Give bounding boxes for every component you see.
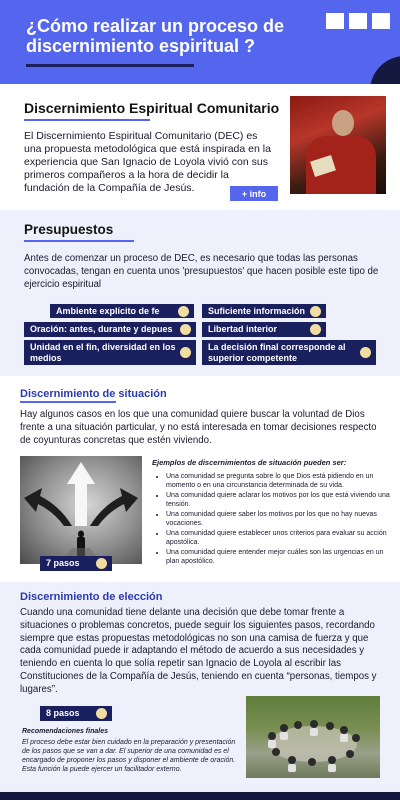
section-body: Hay algunos casos en los que una comunidad quiere buscar la voluntad de Dios frente a una situación particular, y no está interesada en tomar decisiones respecto de coyunturas concretas que estén viviendo.	[20, 409, 377, 446]
steps-badge[interactable]	[40, 706, 112, 721]
dot-icon	[360, 347, 371, 358]
recommendations-heading: Recomendaciones finales	[22, 728, 108, 735]
section-comunitario	[0, 84, 400, 210]
section-body: Antes de comenzar un proceso de DEC, es necesario que todas las personas convocadas, tengan en cuenta unos 'presupuestos' que hacen posible este tipo de ejercicio espiritual	[24, 253, 379, 290]
dot-icon	[310, 306, 321, 317]
section-heading: Discernimiento de situación	[20, 388, 167, 400]
list-item: • Una comunidad quiere establecer unos criterios para evaluar su acción apostólica.	[166, 529, 398, 547]
square-icon	[326, 13, 344, 29]
portrait-face	[332, 110, 354, 136]
section-heading: Presupuestos	[24, 222, 114, 237]
section-situacion	[0, 376, 400, 582]
heading-underline	[24, 240, 134, 242]
arrows-illustration	[20, 456, 142, 564]
presupuesto-pill	[202, 340, 376, 365]
square-icon	[372, 13, 390, 29]
examples-list	[152, 472, 398, 567]
list-item: • Una comunidad quiere aclarar los motivos por los que está viviendo una tensión.	[166, 491, 398, 509]
section-heading: Discernimiento Espiritual Comunitario	[24, 100, 280, 116]
steps-label: 8 pasos	[46, 708, 80, 718]
steps-label: 7 pasos	[46, 558, 80, 568]
presupuesto-pill	[24, 340, 196, 365]
presupuesto-label: Oración: antes, durante y depues	[30, 324, 173, 334]
section-body: El Discernimiento Espiritual Comunitario (DEC) es una propuesta metodológica que está inspirada en la experiencia que San Ignacio de Loyola vivió con sus primeros compañeros a la hora de decidir la fundación de la Compañía de Jesús.	[24, 130, 271, 194]
section-body: Cuando una comunidad tiene delante una decisión que debe tomar frente a situaciones o problemas concretos, puede seguir los siguientes pasos, recordando siempre que estas propuestas metodológicas no son una camisa de fuerza y que cada comunidad puede ir adaptando el método de acuerdo a sus necesidades y teniendo en cuenta lo que solía repetir san Ignacio de Loyola al escribir las Constituciones de la Compañía de Jesús, teniendo en cuenta “personas, tiempos y lugares”.	[20, 607, 377, 695]
dot-icon	[178, 306, 189, 317]
dot-icon	[96, 558, 107, 569]
title-underline	[26, 64, 194, 67]
footer-bar	[0, 792, 400, 800]
heading-underline	[24, 119, 150, 121]
presupuesto-pill	[50, 304, 194, 318]
presupuesto-pill	[202, 304, 326, 318]
section-presupuestos	[0, 210, 400, 376]
presupuesto-label: Ambiente explícito de fe	[56, 305, 160, 316]
presupuesto-label: Libertad interior	[208, 324, 278, 334]
presupuesto-label: La decisión final corresponde al superior competente	[208, 341, 346, 363]
more-info-button[interactable]: + info	[230, 186, 278, 201]
page-title: ¿Cómo realizar un proceso de discernimiento espiritual ?	[26, 16, 285, 56]
meeting-illustration	[246, 696, 380, 778]
heading-underline	[20, 401, 116, 403]
dot-icon	[310, 324, 321, 335]
section-heading: Discernimiento de elección	[20, 591, 163, 603]
steps-badge[interactable]	[40, 556, 112, 571]
saint-ignatius-portrait	[290, 96, 386, 194]
square-icon	[349, 13, 367, 29]
examples-heading: Ejemplos de discernimientos de situación pueden ser:	[152, 458, 347, 467]
recommendations-text: El proceso debe estar bien cuidado en la preparación y presentación de los pasos que se van a dar. El superior de una comunidad es el encargado de proponer los pasos y disponer el ambiente de oración. Esta función la puede ejercer un facilitador externo.	[22, 739, 236, 773]
presupuesto-label: Suficiente información	[208, 305, 306, 316]
presupuesto-pill	[24, 322, 196, 337]
crossroads-arrows-image	[20, 456, 142, 564]
presupuesto-pill	[202, 322, 326, 337]
dot-icon	[96, 708, 107, 719]
presupuesto-label: Unidad en el fin, diversidad en los medios	[30, 341, 176, 363]
decorative-circle	[370, 56, 400, 84]
community-meeting-photo	[246, 696, 380, 778]
list-item: • Una comunidad se pregunta sobre lo que Dios está pidiendo en un momento o en una circunstancia determinada de su vida.	[166, 472, 398, 490]
list-item: • Una comunidad quiere saber los motivos por los que no hay nuevas vocaciones.	[166, 510, 398, 528]
dot-icon	[180, 347, 191, 358]
section-eleccion	[0, 582, 400, 792]
dot-icon	[180, 324, 191, 335]
list-item: • Una comunidad quiere entender mejor cuáles son las urgencias en un plan apostólico.	[166, 548, 398, 566]
header-banner	[0, 0, 400, 84]
